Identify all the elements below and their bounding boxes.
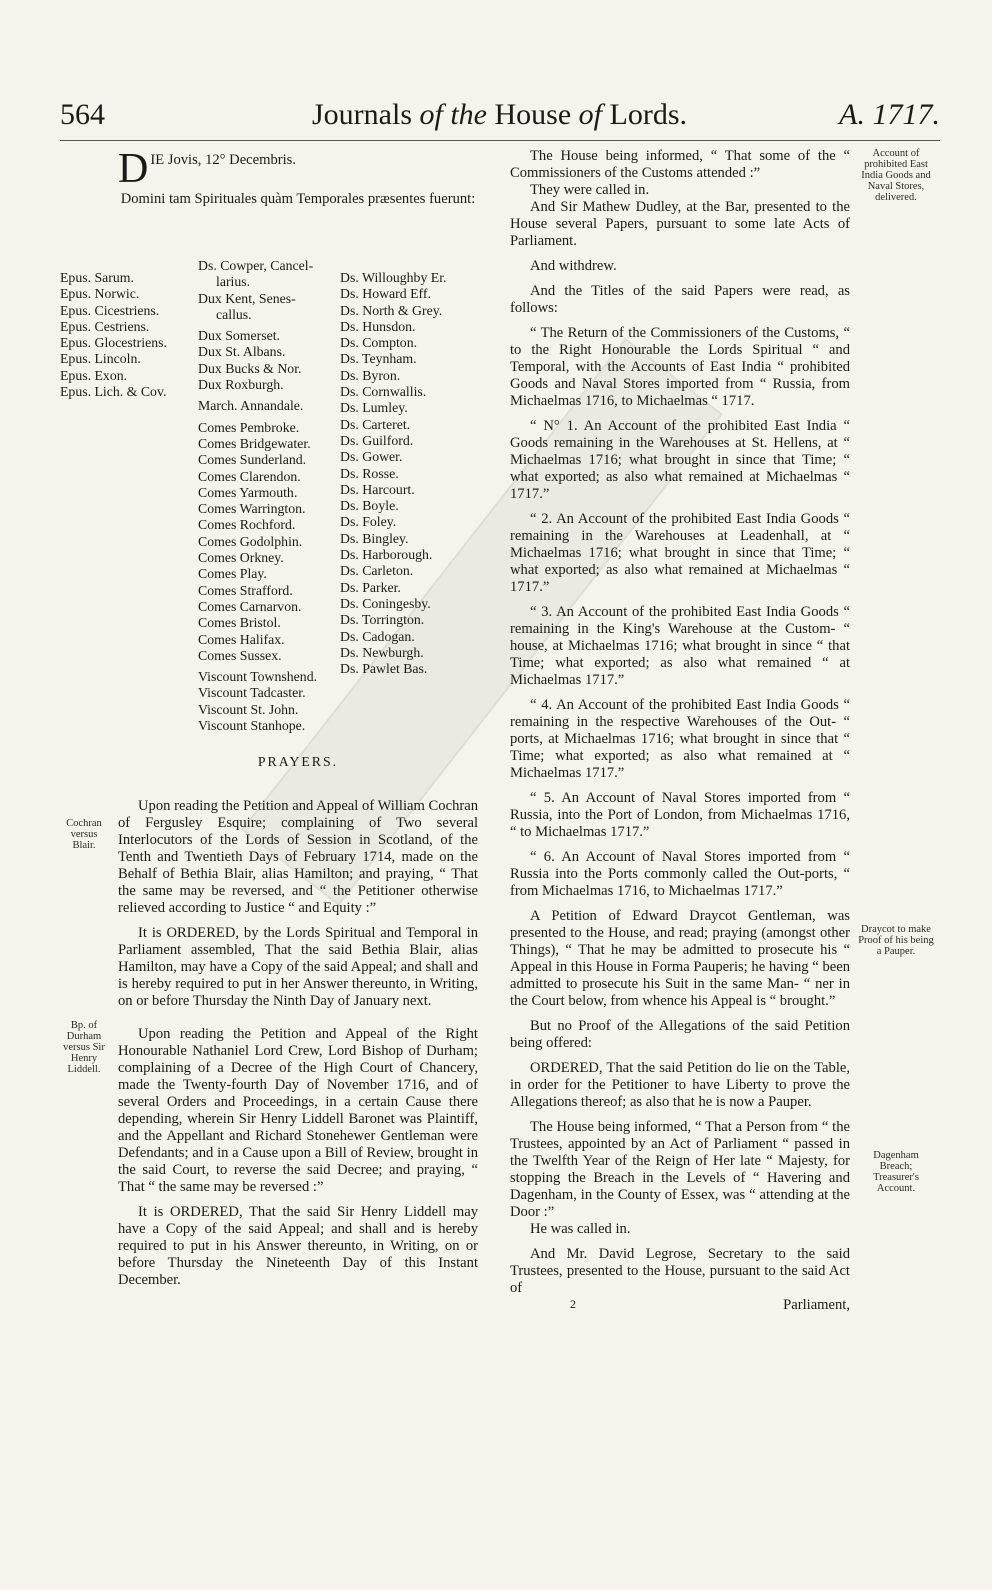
baron-name: Ds. Carleton. <box>340 563 414 579</box>
peer-name: Dux Kent, Senes- <box>198 290 296 306</box>
page-number: 564 <box>60 98 105 131</box>
drop-cap: D <box>118 146 149 192</box>
page-year: A. 1717. <box>839 98 940 131</box>
peer-name: Dux Roxburgh. <box>198 377 284 393</box>
paragraph: And withdrew. <box>530 258 617 274</box>
peer-name: Viscount Stanhope. <box>198 718 306 734</box>
peer-name: March. Annandale. <box>198 398 304 414</box>
catchword: Parliament, <box>783 1297 850 1313</box>
baron-name: Ds. Gower. <box>340 449 403 465</box>
baron-name: Ds. Carteret. <box>340 416 411 432</box>
paragraph: “ The Return of the Commissioners of the Customs, “ to the Right Honourable the Lords Spiritual “ and Temporal, with the Accounts of East India “ prohibited Goods and Naval Stores imported from “ Russia, from Michaelmas 1716, to Michaelmas “ 1717. <box>510 325 850 409</box>
paragraph: He was called in. <box>530 1221 631 1237</box>
paragraph: ORDERED, That the said Petition do lie on the Table, in order for the Petitioner to have Liberty to prove the Allegations thereof; as also that he is now a Pauper. <box>510 1060 850 1110</box>
peer-name: Comes Strafford. <box>198 582 293 598</box>
left-proceedings <box>118 798 478 1289</box>
baron-name: Ds. Foley. <box>340 514 397 530</box>
baron-name: Ds. Parker. <box>340 579 401 595</box>
baron-name: Ds. Byron. <box>340 367 401 383</box>
baron-name: Ds. Hunsdon. <box>340 318 416 334</box>
prayers-heading: PRAYERS. <box>257 754 339 769</box>
baron-name: Ds. Pawlet Bas. <box>340 661 428 677</box>
paragraph: “ 6. An Account of Naval Stores imported from “ Russia into the Ports commonly called the Out-ports, “ from Michaelmas 1716, to Michaelmas 1717.” <box>510 849 850 899</box>
peer-name: Dux St. Albans. <box>198 344 286 360</box>
peer-name: Dux Bucks & Nor. <box>198 360 302 376</box>
bishop-name: Epus. Sarum. <box>60 270 134 285</box>
right-column <box>510 148 850 1315</box>
paragraph: “ N° 1. An Account of the prohibited East India “ Goods remaining in the Warehouses at St. Hellens, at “ Michaelmas 1716; what brought in since that Time; “ what exported; as also what remained at Michaelmas “ 1717.” <box>510 418 850 502</box>
paragraph: And the Titles of the said Papers were read, as follows: <box>510 283 850 316</box>
date-text: IE Jovis, 12° Decembris. <box>150 152 297 168</box>
paragraph: Upon reading the Petition and Appeal of William Cochran of Fergusley Esquire; complaining of Two several Interlocutors of the Lords of Session in Scotland, of the Tenth and Twentieth Days of February 1714, made on the Behalf of Bethia Blair, alias Hamilton; and praying, “ That the same may be reversed, and “ the Petitioner otherwise relieved according to Justice “ and Equity :” <box>118 798 478 916</box>
peer-name: Viscount St. John. <box>198 701 299 717</box>
peer-name: Comes Warrington. <box>198 501 306 517</box>
baron-name: Ds. Harcourt. <box>340 481 415 497</box>
baron-name: Ds. Howard Eff. <box>340 286 431 302</box>
signature-mark: 2 <box>570 1297 576 1311</box>
peer-name: Comes Rochford. <box>198 517 296 533</box>
baron-name: Ds. Boyle. <box>340 498 399 514</box>
peer-name: Comes Carnarvon. <box>198 598 302 614</box>
baron-name: Ds. Compton. <box>340 335 418 351</box>
title-word: of the <box>419 98 487 131</box>
margin-note-cochran: Cochran versus Blair. <box>66 818 102 851</box>
margin-note-dagenham: Dagenham Breach; Treasurer's Account. <box>873 1150 919 1194</box>
baron-name: Ds. Teynham. <box>340 351 417 367</box>
margin-note-draycot: Draycot to make Proof of his being a Pauper. <box>858 924 934 957</box>
baron-name: Ds. Torrington. <box>340 612 425 628</box>
paragraph: “ 5. An Account of Naval Stores imported from “ Russia, into the Port of London, from Michaelmas 1716, “ to Michaelmas 1717.” <box>510 790 850 840</box>
bishop-name: Epus. Cestriens. <box>60 318 150 334</box>
header-rule <box>60 140 940 141</box>
bishop-name: Epus. Lincoln. <box>60 351 141 367</box>
peer-name: Comes Sussex. <box>198 647 282 663</box>
peers-column <box>198 258 343 734</box>
paragraph: “ 3. An Account of the prohibited East India Goods “ remaining in the King's Warehouse at the Custom- “ house, at Michaelmas 1716; what brought in since “ that Time; what exported; as also what remained “ at Michaelmas 1717.” <box>510 604 850 688</box>
paragraph: And Sir Mathew Dudley, at the Bar, presented to the House several Papers, pursuant to some late Acts of Parliament. <box>510 199 850 249</box>
peer-name: Comes Clarendon. <box>198 468 301 484</box>
baron-name: Ds. Harborough. <box>340 547 433 563</box>
paragraph: And Mr. David Legrose, Secretary to the said Trustees, presented to the House, pursuant to the said Act of <box>510 1246 850 1296</box>
baron-name: Ds. Newburgh. <box>340 644 424 660</box>
baron-name: Ds. Lumley. <box>340 400 408 416</box>
paragraph: The House being informed, “ That a Person from “ the Trustees, appointed by an Act of Parliament “ passed in the Twelfth Year of the Reign of Her late “ Majesty, for stopping the Breach in the Levels of “ Havering and Dagenham, in the County of Essex, was “ attending at the Door :” <box>510 1119 850 1220</box>
baron-name: Ds. Guilford. <box>340 432 414 448</box>
title-word: Lords. <box>609 98 687 131</box>
baron-name: Ds. Coningesby. <box>340 595 431 611</box>
baron-name: Ds. Bingley. <box>340 530 409 546</box>
title-word: Journals <box>312 98 412 131</box>
peer-name: Ds. Cowper, Cancel- <box>198 258 314 273</box>
peer-name: Comes Godolphin. <box>198 533 303 549</box>
lords-present-heading: Domini tam Spirituales quàm Temporales præsentes fuerunt: <box>120 191 476 207</box>
peer-name: Dux Somerset. <box>198 328 281 344</box>
baron-name: Ds. Cornwallis. <box>340 384 427 400</box>
baron-name: Ds. North & Grey. <box>340 302 443 318</box>
running-title <box>312 98 687 132</box>
peer-name: Viscount Tadcaster. <box>198 685 306 701</box>
bishop-name: Epus. Exon. <box>60 367 128 383</box>
paragraph: It is ORDERED, That the said Sir Henry Liddell may have a Copy of the said Appeal; and shall and is hereby required to put in his Answer thereunto, in Writing, on or before Thursday the Nineteenth Day of this Instant December. <box>118 1204 478 1288</box>
baron-name: Ds. Rosse. <box>340 465 399 481</box>
margin-note-account: Account of prohibited East India Goods and Naval Stores, delivered. <box>861 148 931 203</box>
peer-name: Comes Orkney. <box>198 550 284 566</box>
paragraph: It is ORDERED, by the Lords Spiritual and Temporal in Parliament assembled, That the said Bethia Blair, alias Hamilton, may have a Copy of the said Appeal; and shall and is hereby required to put in her Answer thereunto, in Writing, on or before Thursday the Ninth Day of January next. <box>118 925 478 1009</box>
paragraph: They were called in. <box>530 182 650 198</box>
bishops-column <box>60 270 195 400</box>
peer-name: Comes Halifax. <box>198 631 285 647</box>
peer-name: Comes Bristol. <box>198 615 281 631</box>
peer-name: Viscount Townshend. <box>198 669 318 685</box>
paragraph: “ 4. An Account of the prohibited East India Goods “ remaining in the respective Warehouses of the Out- “ ports, at Michaelmas 1716; what brought in since that “ Time; what exported; as also what remained at “ Michaelmas 1717.” <box>510 697 850 781</box>
paragraph: A Petition of Edward Draycot Gentleman, was presented to the House, and read; praying (amongst other Things), “ That he may be admitted to prosecute his “ Appeal in this House in Forma Pauperis; he having “ been admitted to prosecute his Suit in the same Man- “ ner in the Court below, from whence his Appeal is “ brought.” <box>510 908 850 1009</box>
baron-name: Ds. Willoughby Er. <box>340 270 447 285</box>
paragraph: The House being informed, “ That some of the “ Commissioners of the Customs attended :” <box>510 148 850 181</box>
left-column <box>118 148 478 208</box>
baron-name: Ds. Cadogan. <box>340 628 415 644</box>
margin-note-durham: Bp. of Durham versus Sir Henry Liddell. <box>63 1020 105 1075</box>
barons-column <box>340 270 480 677</box>
peer-name: Comes Yarmouth. <box>198 484 298 500</box>
bishop-name: Epus. Cicestriens. <box>60 302 160 318</box>
bishop-name: Epus. Lich. & Cov. <box>60 384 167 400</box>
bishop-name: Epus. Norwic. <box>60 286 140 302</box>
paragraph: But no Proof of the Allegations of the said Petition being offered: <box>510 1018 850 1051</box>
peer-name: callus. <box>216 306 252 322</box>
bishop-name: Epus. Glocestriens. <box>60 335 167 351</box>
lords-present-list <box>60 258 480 738</box>
paragraph: “ 2. An Account of the prohibited East India Goods “ remaining in the Warehouses at Leadenhall, at “ Michaelmas 1716; what brought in since that Time; “ what exported; as also what remained at Michaelmas “ 1717.” <box>510 511 850 595</box>
peer-name: Comes Sunderland. <box>198 452 307 468</box>
title-word: House <box>494 98 572 131</box>
peer-name: Comes Pembroke. <box>198 419 300 435</box>
paragraph: Upon reading the Petition and Appeal of the Right Honourable Nathaniel Lord Crew, Lord Bishop of Durham; complaining of a Decree of the High Court of Chancery, made the Twenty-fourth Day of November 1716, and of several Orders and Proceedings, in a certain Cause there depending, wherein Sir Henry Liddell Baronet was Plaintiff, and the Appellant and Richard Stonehewer Gentleman were Defendants; and in a Cause upon a Bill of Review, brought in the said Court, to reverse the said Decree; and praying, “ That “ the same may be reversed :” <box>118 1026 478 1195</box>
sitting-date <box>118 146 478 192</box>
title-word: of <box>578 98 602 131</box>
peer-name: larius. <box>216 274 251 290</box>
peer-name: Comes Play. <box>198 566 267 582</box>
peer-name: Comes Bridgewater. <box>198 435 311 451</box>
